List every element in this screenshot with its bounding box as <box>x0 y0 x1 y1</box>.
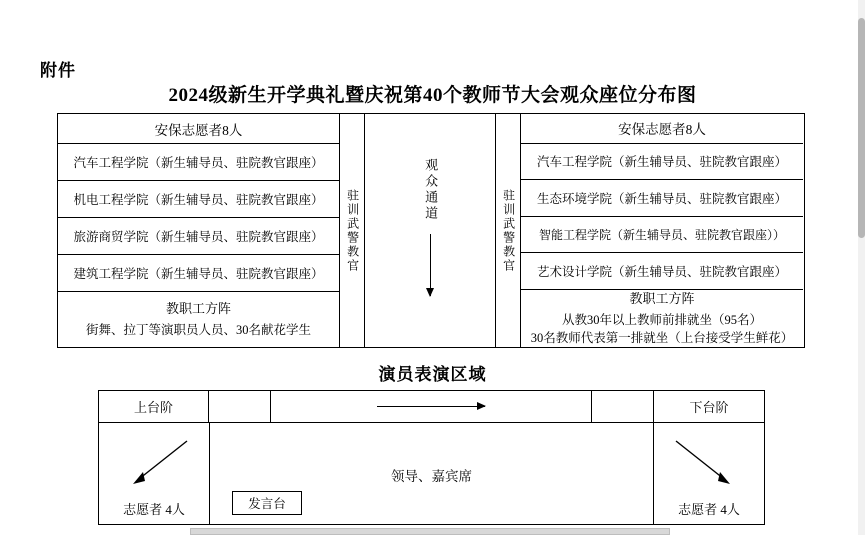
volunteers-left-label: 志愿者 4人 <box>123 502 185 517</box>
performance-area-title: 演员表演区域 <box>378 365 487 384</box>
left-guard-label: 驻训武警教官 <box>345 188 360 273</box>
stage-segment-right <box>592 391 654 422</box>
stage-top-row <box>99 391 764 423</box>
aisle-label: 观众通道 <box>423 158 439 222</box>
right-college-row-1: 汽车工程学院（新生辅导员、驻院教官跟座） <box>521 144 803 181</box>
right-guard-corridor <box>495 114 521 347</box>
left-college-row-2: 机电工程学院（新生辅导员、驻院教官跟座） <box>58 181 339 218</box>
audience-aisle <box>365 114 495 347</box>
stage-direction-arrow-icon <box>377 406 485 407</box>
aisle-direction-arrow-icon <box>430 234 431 296</box>
stage-body <box>99 423 764 524</box>
attachment-label: 附件 <box>40 61 76 80</box>
right-college-row-3: 智能工程学院（新生辅导员、驻院教官跟座）） <box>521 217 803 254</box>
right-staff-block <box>521 290 803 347</box>
right-guard-label: 驻训武警教官 <box>501 188 516 273</box>
left-staff-title: 教职工方阵 <box>165 301 231 317</box>
stage-diagram <box>98 390 765 525</box>
right-college-row-2: 生态环境学院（新生辅导员、驻院教官跟座） <box>521 180 803 217</box>
stage-direction-cell <box>271 391 592 422</box>
guest-seating-label: 领导、嘉宾席 <box>391 469 472 484</box>
bottom-partial-bar <box>190 528 670 535</box>
left-staff-line-1: 街舞、拉丁等演职员人员、30名献花学生 <box>85 322 311 337</box>
left-seating-block <box>58 114 339 347</box>
left-college-row-3: 旅游商贸学院（新生辅导员、驻院教官跟座） <box>58 218 339 255</box>
left-college-row-4: 建筑工程学院（新生辅导员、驻院教官跟座） <box>58 255 339 292</box>
right-seating-block <box>521 114 803 347</box>
volunteers-right-label: 志愿者 4人 <box>678 502 740 517</box>
left-staff-block <box>58 292 339 347</box>
right-staff-line-2: 30名教师代表第一排就坐（上台接受学生鲜花） <box>530 330 794 345</box>
page-scrollbar[interactable] <box>858 0 865 535</box>
stage-stair-right: 下台阶 <box>689 400 729 415</box>
page-title: 2024级新生开学典礼暨庆祝第40个教师节大会观众座位分布图 <box>168 85 697 106</box>
left-guard-corridor <box>339 114 365 347</box>
podium-box: 发言台 <box>232 491 302 515</box>
left-college-row-1: 汽车工程学院（新生辅导员、驻院教官跟座） <box>58 144 339 181</box>
right-staff-line-1: 从教30年以上教师前排就坐（95名） <box>561 312 762 327</box>
right-staff-title: 教职工方阵 <box>629 290 695 306</box>
stage-segment-left <box>209 391 271 422</box>
stage-stair-left: 上台阶 <box>99 391 209 422</box>
left-security-row: 安保志愿者8人 <box>58 114 339 144</box>
right-security-row: 安保志愿者8人 <box>521 114 803 144</box>
audience-seating-diagram <box>57 113 805 348</box>
scrollbar-thumb[interactable] <box>858 18 865 238</box>
right-college-row-4: 艺术设计学院（新生辅导员、驻院教官跟座） <box>521 253 803 290</box>
